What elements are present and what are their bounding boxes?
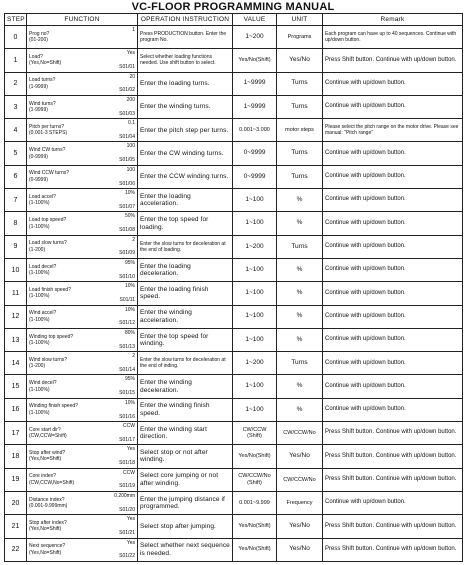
operation-cell: Enter the pitch step per turns.: [138, 119, 233, 142]
header-unit: UNIT: [277, 14, 323, 26]
function-name: Wind accel?: [29, 310, 57, 317]
remark-cell: Please select the pitch range on the motor drive. Please see manual: "Pitch range": [323, 119, 463, 142]
function-range: (1-100%): [29, 340, 50, 346]
remark-cell: Continue with up/down button.: [323, 235, 463, 258]
function-cell: [27, 468, 138, 491]
function-code: S01/17: [119, 436, 135, 443]
function-range: (1-100%): [29, 223, 50, 230]
function-cell: [27, 515, 138, 538]
operation-cell: Enter the top speed for winding.: [138, 328, 233, 351]
function-default: 10%: [124, 399, 135, 406]
unit-cell: %: [277, 398, 323, 421]
step-cell: 7: [5, 189, 27, 212]
function-name: Distance index?: [29, 496, 65, 503]
function-name: Stop after wind?: [29, 449, 66, 456]
function-code: S01/05: [119, 157, 135, 164]
step-cell: 19: [5, 468, 27, 491]
unit-cell: %: [277, 375, 323, 398]
remark-cell: Continue with up/down button.: [323, 282, 463, 305]
value-cell: 1~100: [233, 305, 277, 328]
function-code: S01/04: [119, 133, 135, 140]
value-cell: Yes/No(Shift): [233, 538, 277, 561]
remark-cell: Continue with up/down button.: [323, 491, 463, 514]
function-cell: [27, 189, 138, 212]
operation-cell: Enter the loading turns.: [138, 72, 233, 95]
function-code: S01/09: [119, 250, 135, 257]
unit-cell: Turns: [277, 72, 323, 95]
remark-cell: Continue with up/down button.: [323, 212, 463, 235]
remark-cell: Continue with up/down button.: [323, 398, 463, 421]
value-cell: 1~9999: [233, 95, 277, 118]
function-default: 95%: [124, 259, 135, 266]
function-range: (01-200): [29, 37, 48, 44]
table-row: [5, 26, 463, 49]
function-range: (1-100%): [29, 293, 50, 300]
remark-cell: Press Shift button. Continue with up/down button.: [323, 468, 463, 491]
function-code: S01/12: [119, 320, 135, 327]
function-name: Wind turns?: [29, 100, 56, 107]
function-range: (0-9999): [29, 176, 48, 183]
function-range: (Yes,No=Shift): [29, 456, 62, 463]
value-cell: 1~100: [233, 328, 277, 351]
table-row: [5, 212, 463, 235]
operation-cell: Select stop or not after winding.: [138, 445, 233, 468]
operation-cell: Enter the slow turns for deceleration at the end of loading.: [138, 235, 233, 258]
function-range: (0-9999): [29, 153, 48, 160]
unit-cell: Turns: [277, 165, 323, 188]
function-default: CCW: [123, 469, 135, 476]
unit-cell: Yes/No: [277, 515, 323, 538]
table-row: [5, 165, 463, 188]
function-default: 2: [132, 353, 135, 360]
value-cell: Yes/No(Shift): [233, 49, 277, 72]
function-cell: [27, 142, 138, 165]
function-cell: [27, 95, 138, 118]
step-cell: 16: [5, 398, 27, 421]
function-range: (CW,CCW,No=Shift): [29, 479, 75, 486]
value-cell: 0~9999: [233, 142, 277, 165]
unit-cell: %: [277, 282, 323, 305]
function-cell: [27, 352, 138, 375]
remark-cell: Continue with up/down button.: [323, 328, 463, 351]
value-cell: 1~100: [233, 282, 277, 305]
unit-cell: Turns: [277, 352, 323, 375]
function-code: S01/19: [119, 483, 135, 490]
function-name: Load decel?: [29, 263, 57, 270]
function-default: 0.1: [128, 120, 135, 127]
value-cell: 0.001~9.999: [233, 491, 277, 514]
unit-cell: CW/CCW/No: [277, 468, 323, 491]
operation-cell: Enter the loading finish speed.: [138, 282, 233, 305]
function-range: (1-200): [29, 363, 46, 370]
function-name: Prog no?: [29, 30, 50, 37]
unit-cell: Frequency: [277, 491, 323, 514]
function-name: Load?: [29, 53, 43, 60]
function-cell: [27, 398, 138, 421]
function-name: Wind slow turns?: [29, 356, 68, 363]
function-cell: [27, 165, 138, 188]
table-row: [5, 95, 463, 118]
page-title: VC-FLOOR PROGRAMMING MANUAL: [131, 1, 335, 13]
value-cell: 1~9999: [233, 72, 277, 95]
function-range: (1-100%): [29, 200, 50, 207]
table-row: [5, 328, 463, 351]
function-cell: [27, 235, 138, 258]
table-row: [5, 235, 463, 258]
function-name: Winding top speed?: [29, 333, 74, 340]
function-name: Core start dir?: [29, 426, 61, 433]
header-step: STEP: [5, 14, 27, 26]
function-default: 50%: [124, 213, 135, 220]
table-row: [5, 258, 463, 281]
value-cell: Yes/No(Shift): [233, 515, 277, 538]
function-cell: [27, 538, 138, 561]
step-cell: 0: [5, 26, 27, 49]
function-range: (Yes,No=Shift): [29, 60, 62, 67]
remark-cell: Continue with up/down button.: [323, 72, 463, 95]
function-default: 0.200mm: [114, 492, 135, 499]
function-code: S01/13: [119, 343, 135, 350]
step-cell: 10: [5, 258, 27, 281]
unit-cell: %: [277, 189, 323, 212]
unit-cell: %: [277, 258, 323, 281]
function-range: (0.001-3 STEPS): [29, 130, 68, 137]
step-cell: 11: [5, 282, 27, 305]
function-name: Wind CW turns?: [29, 147, 66, 154]
function-range: (1-100%): [29, 316, 50, 323]
function-range: (Yes,No=Shift): [29, 526, 62, 533]
step-cell: 18: [5, 445, 27, 468]
function-name: Wind decel?: [29, 380, 57, 387]
table-row: [5, 282, 463, 305]
remark-cell: Continue with up/down button.: [323, 352, 463, 375]
operation-cell: Select stop after jumping.: [138, 515, 233, 538]
function-cell: [27, 258, 138, 281]
function-cell: [27, 445, 138, 468]
function-default: 2: [132, 236, 135, 243]
function-cell: [27, 491, 138, 514]
function-name: Load accel?: [29, 193, 56, 200]
remark-cell: Press Shift button. Continue with up/down button.: [323, 538, 463, 561]
unit-cell: Turns: [277, 95, 323, 118]
table-row: [5, 515, 463, 538]
table-row: [5, 422, 463, 445]
unit-cell: Yes/No: [277, 445, 323, 468]
operation-cell: Enter the loading deceleration.: [138, 258, 233, 281]
function-code: S01/20: [119, 506, 135, 513]
operation-cell: Enter the slow turns for deceleration at the end of inding.: [138, 352, 233, 375]
function-default: 10%: [124, 283, 135, 290]
function-code: S01/22: [119, 553, 135, 560]
function-code: S01/14: [119, 366, 135, 373]
remark-cell: Continue with up/down button.: [323, 258, 463, 281]
function-range: (CW,CCW=Shift): [29, 433, 67, 440]
function-range: (1-100%): [29, 270, 50, 277]
remark-cell: Continue with up/down button.: [323, 375, 463, 398]
step-cell: 3: [5, 95, 27, 118]
step-cell: 8: [5, 212, 27, 235]
step-cell: 6: [5, 165, 27, 188]
table-row: [5, 538, 463, 561]
programming-table: [4, 13, 463, 562]
unit-cell: %: [277, 212, 323, 235]
unit-cell: Programs: [277, 26, 323, 49]
function-code: S01/02: [119, 87, 135, 94]
unit-cell: CW/CCW/No: [277, 422, 323, 445]
unit-cell: Yes/No: [277, 49, 323, 72]
remark-cell: Press Shift button. Continue with up/down button.: [323, 49, 463, 72]
function-default: 1: [132, 27, 135, 33]
function-code: S01/10: [119, 273, 135, 280]
function-default: 10%: [124, 306, 135, 313]
value-cell: 0~9999: [233, 165, 277, 188]
table-row: [5, 352, 463, 375]
function-name: Pitch per turns?: [29, 123, 65, 130]
function-code: S01/07: [119, 203, 135, 210]
value-cell: 1~100: [233, 375, 277, 398]
table-row: [5, 305, 463, 328]
function-name: Load top speed?: [29, 217, 67, 224]
table-row: [5, 445, 463, 468]
remark-cell: Press Shift button. Continue with up/down button.: [323, 445, 463, 468]
function-name: Next sequence?: [29, 543, 66, 550]
step-cell: 2: [5, 72, 27, 95]
function-default: 100: [126, 143, 135, 150]
table-row: [5, 491, 463, 514]
function-name: Load turns?: [29, 77, 56, 84]
operation-cell: Enter the winding start direction.: [138, 422, 233, 445]
function-cell: [27, 72, 138, 95]
function-code: S01/03: [119, 110, 135, 117]
unit-cell: Turns: [277, 235, 323, 258]
step-cell: 4: [5, 119, 27, 142]
remark-cell: Continue with up/down button.: [323, 95, 463, 118]
table-row: [5, 189, 463, 212]
function-cell: [27, 26, 138, 49]
remark-cell: Each program can have up to 40 sequences. Continue with up/down button.: [323, 26, 463, 49]
function-cell: [27, 282, 138, 305]
value-cell: 1~200: [233, 235, 277, 258]
function-cell: [27, 49, 138, 72]
function-code: S01/01: [119, 64, 135, 71]
step-cell: 17: [5, 422, 27, 445]
function-code: S01/11: [119, 297, 135, 304]
table-row: [5, 375, 463, 398]
function-code: S01/06: [119, 180, 135, 187]
value-cell: CW/CCW/No (Shift): [233, 468, 277, 491]
operation-cell: Enter the jumping distance if programmed.: [138, 491, 233, 514]
operation-cell: Enter the winding acceleration.: [138, 305, 233, 328]
header-row: [5, 14, 463, 26]
step-cell: 20: [5, 491, 27, 514]
function-code: S01/21: [119, 530, 135, 537]
function-cell: [27, 375, 138, 398]
step-cell: 22: [5, 538, 27, 561]
step-cell: 12: [5, 305, 27, 328]
function-default: CCW: [123, 423, 135, 430]
function-default: 95%: [124, 376, 135, 383]
unit-cell: Turns: [277, 142, 323, 165]
function-name: Winding finish speed?: [29, 403, 78, 410]
function-default: 100: [126, 166, 135, 173]
unit-cell: %: [277, 305, 323, 328]
function-name: Stop after index?: [29, 519, 67, 526]
unit-cell: Yes/No: [277, 538, 323, 561]
function-default: Yes: [126, 539, 135, 546]
function-range: (0.001-9.999mm): [29, 503, 68, 510]
operation-cell: Select whether next sequence is needed.: [138, 538, 233, 561]
function-cell: [27, 212, 138, 235]
value-cell: 1~200: [233, 352, 277, 375]
remark-cell: Press Shift button. Continue with up/down button.: [323, 422, 463, 445]
function-range: (1-100%): [29, 386, 50, 393]
step-cell: 1: [5, 49, 27, 72]
operation-cell: Enter the CW winding turns.: [138, 142, 233, 165]
function-default: 200: [126, 96, 135, 103]
remark-cell: Continue with up/down button.: [323, 142, 463, 165]
table-row: [5, 468, 463, 491]
table-row: [5, 72, 463, 95]
remark-cell: Continue with up/down button.: [323, 165, 463, 188]
step-cell: 21: [5, 515, 27, 538]
function-range: (Yes,No=Shift): [29, 549, 62, 556]
step-cell: 14: [5, 352, 27, 375]
function-default: 80%: [124, 329, 135, 336]
remark-cell: Continue with up/down button.: [323, 189, 463, 212]
function-name: Wind CCW turns?: [29, 170, 70, 177]
function-range: (1-9999): [29, 83, 48, 90]
header-value: VALUE: [233, 14, 277, 26]
function-range: (1-9999): [29, 107, 48, 114]
function-code: S01/15: [119, 390, 135, 397]
function-cell: [27, 305, 138, 328]
function-default: 10%: [124, 190, 135, 197]
step-cell: 13: [5, 328, 27, 351]
table-row: [5, 49, 463, 72]
remark-cell: Press Shift button. Continue with up/down button.: [323, 515, 463, 538]
operation-cell: Select whether loading functions needed. Use shift button to select.: [138, 49, 233, 72]
value-cell: 1~100: [233, 189, 277, 212]
function-name: Load finish speed?: [29, 286, 71, 293]
value-cell: Yes/No(Shift): [233, 445, 277, 468]
value-cell: 1~100: [233, 398, 277, 421]
function-code: S01/18: [119, 460, 135, 467]
table-row: [5, 142, 463, 165]
function-default: Yes: [126, 50, 135, 57]
value-cell: 0.001~3.000: [233, 119, 277, 142]
function-name: Load slow turns?: [29, 240, 67, 247]
header-operation: OPERATION INSTRUCTION: [138, 14, 233, 26]
operation-cell: Enter the loading acceleration.: [138, 189, 233, 212]
operation-cell: Enter the winding deceleration.: [138, 375, 233, 398]
value-cell: 1~100: [233, 258, 277, 281]
table-row: [5, 398, 463, 421]
operation-cell: Enter the winding turns.: [138, 95, 233, 118]
function-range: (1-200): [29, 246, 46, 253]
function-cell: [27, 328, 138, 351]
operation-cell: Enter the CCW winding turns.: [138, 165, 233, 188]
operation-cell: Enter the winding finish speed.: [138, 398, 233, 421]
function-default: 20: [129, 73, 135, 80]
step-cell: 9: [5, 235, 27, 258]
function-cell: [27, 422, 138, 445]
operation-cell: Press PRODUCTION button. Enter the program No.: [138, 26, 233, 49]
value-cell: 1~200: [233, 26, 277, 49]
unit-cell: motor steps: [277, 119, 323, 142]
function-range: (1-100%): [29, 409, 50, 416]
operation-cell: Select core jumping or not after winding.: [138, 468, 233, 491]
function-default: Yes: [126, 446, 135, 453]
table-row: [5, 119, 463, 142]
value-cell: CW/CCW (Shift): [233, 422, 277, 445]
operation-cell: Enter the top speed for loading.: [138, 212, 233, 235]
function-default: Yes: [126, 516, 135, 523]
function-code: S01/16: [119, 413, 135, 420]
step-cell: 15: [5, 375, 27, 398]
value-cell: 1~100: [233, 212, 277, 235]
function-cell: [27, 119, 138, 142]
step-cell: 5: [5, 142, 27, 165]
header-function: FUNCTION: [27, 14, 138, 26]
function-code: S01/08: [119, 227, 135, 234]
header-remark: Remark: [323, 14, 463, 26]
function-name: Core index?: [29, 473, 56, 480]
unit-cell: %: [277, 328, 323, 351]
remark-cell: Continue with up/down button.: [323, 305, 463, 328]
